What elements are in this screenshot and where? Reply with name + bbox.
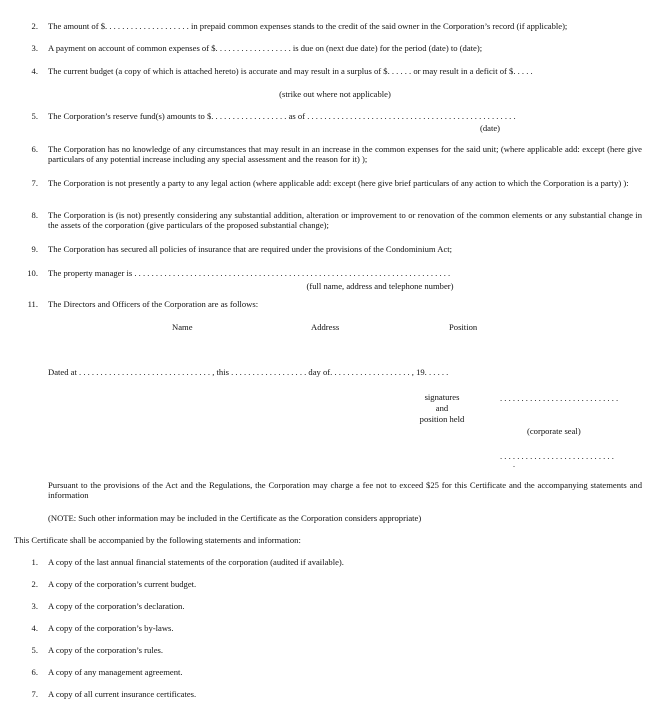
- item-11-text: The Directors and Officers of the Corporation are as follows:: [48, 299, 259, 309]
- signature-line: . . . . . . . . . . . . . . . . . . . . . . . . . . . .: [500, 393, 619, 403]
- signature-line: . . . . . . . . . . . . . . . . . . . . . . . . . . .: [500, 451, 614, 461]
- item-number: 10.: [27, 268, 38, 278]
- item-number: 4.: [31, 66, 38, 76]
- item-4-text: The current budget (a copy of which is attached hereto) is accurate and may result in a surplus of $. . . . . . or may result in a deficit of $. . . . .: [48, 66, 533, 76]
- item-2-text: The amount of $. . . . . . . . . . . . . . . . . . . . in prepaid common expenses stands to the credit of the said owner in the Corporation’s record (if applicable);: [48, 21, 568, 31]
- item-number: 6.: [31, 144, 38, 154]
- attachment-item: A copy of the corporation’s by-laws.: [48, 623, 174, 633]
- item-number: 3.: [31, 43, 38, 53]
- attachment-item: A copy of any management agreement.: [48, 667, 183, 677]
- column-header-address: Address: [311, 322, 340, 332]
- attachment-number: 6.: [31, 667, 38, 677]
- item-5-text: The Corporation’s reserve fund(s) amounts to $. . . . . . . . . . . . . . . . . . as of . . . . . . . . . . . . . . . . . . . . . . . . . . . . . . . . . . . . . . . . . . . . . . . . .: [48, 111, 516, 121]
- column-header-name: Name: [172, 322, 193, 332]
- and-label: and: [435, 403, 449, 413]
- attachment-item: A copy of the last annual financial statements of the corporation (audited if available).: [48, 557, 344, 567]
- pursuant-text: Pursuant to the provisions of the Act and the Regulations, the Corporation may charge a fee not to exceed $25 for this Certificate and the accompanying statements and information: [48, 480, 642, 501]
- item-10-note: (full name, address and telephone number): [306, 281, 454, 291]
- dated-line: Dated at . . . . . . . . . . . . . . . . . . . . . . . . . . . . . . . , this . . . . . . . . . . . . . . . . . . day of. . . . . . . . . . . . . . . . . . . , 19. . . . . .: [48, 367, 449, 377]
- item-number: 9.: [31, 244, 38, 254]
- item-8-text: The Corporation is (is not) presently considering any substantial addition, alteration or improvement to or renovation of the common elements or any substantial change in the assets of the corporation (give particulars of the proposed substantial change);: [48, 210, 642, 231]
- item-9-text: The Corporation has secured all policies of insurance that are required under the provisions of the Condominium Act;: [48, 244, 453, 254]
- item-5-note: (date): [479, 123, 501, 133]
- attachment-item: A copy of the corporation’s declaration.: [48, 601, 185, 611]
- position-held-label: position held: [419, 414, 465, 424]
- attachment-number: 1.: [31, 557, 38, 567]
- attachment-number: 5.: [31, 645, 38, 655]
- item-4-note: (strike out where not applicable): [279, 89, 391, 99]
- seal-mark: .: [513, 460, 515, 469]
- item-number: 2.: [31, 21, 38, 31]
- attachment-number: 3.: [31, 601, 38, 611]
- item-number: 7.: [31, 178, 38, 188]
- item-10-text: The property manager is . . . . . . . . . . . . . . . . . . . . . . . . . . . . . . . . . . . . . . . . . . . . . . . . . . . . . . . . . . . . . . . . . . . . . . . . . .: [48, 268, 451, 278]
- signatures-label: signatures: [424, 392, 460, 402]
- item-number: 5.: [31, 111, 38, 121]
- attachments-intro: This Certificate shall be accompanied by the following statements and information:: [14, 535, 301, 545]
- item-6-text: The Corporation has no knowledge of any circumstances that may result in an increase in the common expenses for the said unit; (where applicable add: except (here give particulars of any potential increase including any special assessment and the reason for it) );: [48, 144, 642, 165]
- attachment-number: 2.: [31, 579, 38, 589]
- attachment-number: 4.: [31, 623, 38, 633]
- attachment-item: A copy of all current insurance certificates.: [48, 689, 197, 699]
- column-header-position: Position: [449, 322, 478, 332]
- attachment-item: A copy of the corporation’s rules.: [48, 645, 164, 655]
- note-text: (NOTE: Such other information may be included in the Certificate as the Corporation considers appropriate): [48, 513, 422, 523]
- item-number: 8.: [31, 210, 38, 220]
- item-3-text: A payment on account of common expenses of $. . . . . . . . . . . . . . . . . . is due on (next due date) for the period (date) to (date);: [48, 43, 483, 53]
- attachment-number: 7.: [31, 689, 38, 699]
- item-7-text: The Corporation is not presently a party to any legal action (where applicable add: except (here give brief particulars of any action to which the Corporation is a party) ):: [48, 178, 629, 188]
- attachment-item: A copy of the corporation’s current budget.: [48, 579, 197, 589]
- item-number: 11.: [27, 299, 38, 309]
- corporate-seal-label: (corporate seal): [527, 426, 581, 436]
